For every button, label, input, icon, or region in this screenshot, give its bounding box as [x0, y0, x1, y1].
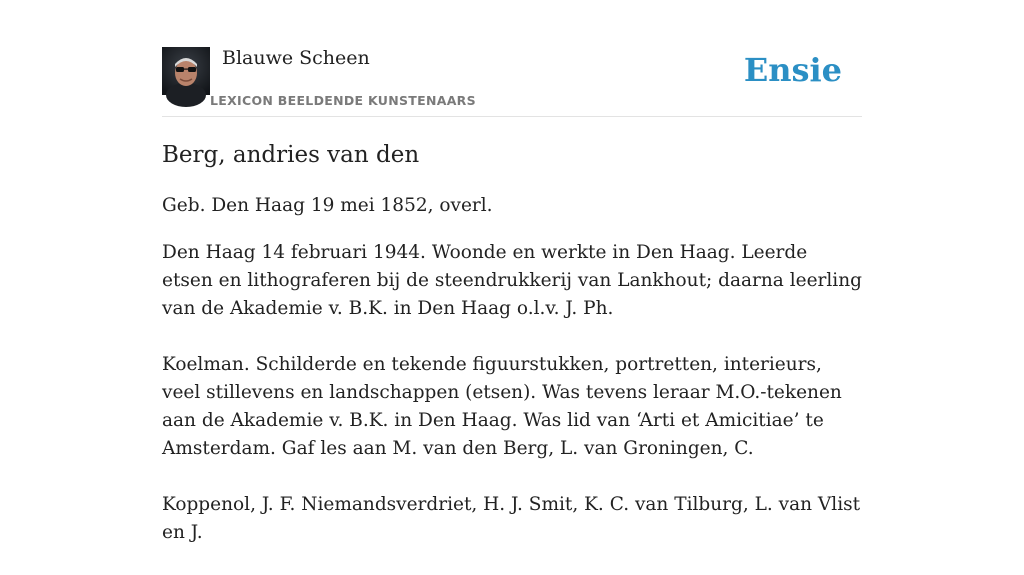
article-paragraph: Koelman. Schilderde en tekende figuurstukken, portretten, interieurs, veel stillevens en landschappen (etsen). Was tevens leraar M.O.-tekenen aan de Akademie v. B.K. in Den Haag. Was lid van ‘Arti et Amicitiae’ te Amsterdam. Gaf les aan M. van den Berg, L. van Groningen, C.	[162, 354, 842, 459]
article-paragraph: Den Haag 14 februari 1944. Woonde en werkte in Den Haag. Leerde etsen en lithograferen bij de steendrukkerij van Lankhout; daarna leerling van de Akademie v. B.K. in Den Haag o.l.v. J. Ph.	[162, 242, 862, 319]
brand-logo[interactable]: Ensie	[743, 51, 842, 89]
article-paragraph: Geb. Den Haag 19 mei 1852, overl.	[162, 195, 493, 216]
article-paragraph: Koppenol, J. F. Niemandsverdriet, H. J. Smit, K. C. van Tilburg, L. van Vlist en J.	[162, 494, 861, 543]
article-header	[162, 46, 862, 117]
avatar[interactable]	[162, 47, 210, 95]
article-title: Berg, andries van den	[162, 142, 420, 168]
avatar-image	[162, 47, 210, 95]
author-name[interactable]: Blauwe Scheen	[222, 47, 370, 69]
article-body	[162, 192, 862, 575]
publication-name[interactable]: LEXICON BEELDENDE KUNSTENAARS	[210, 93, 476, 108]
